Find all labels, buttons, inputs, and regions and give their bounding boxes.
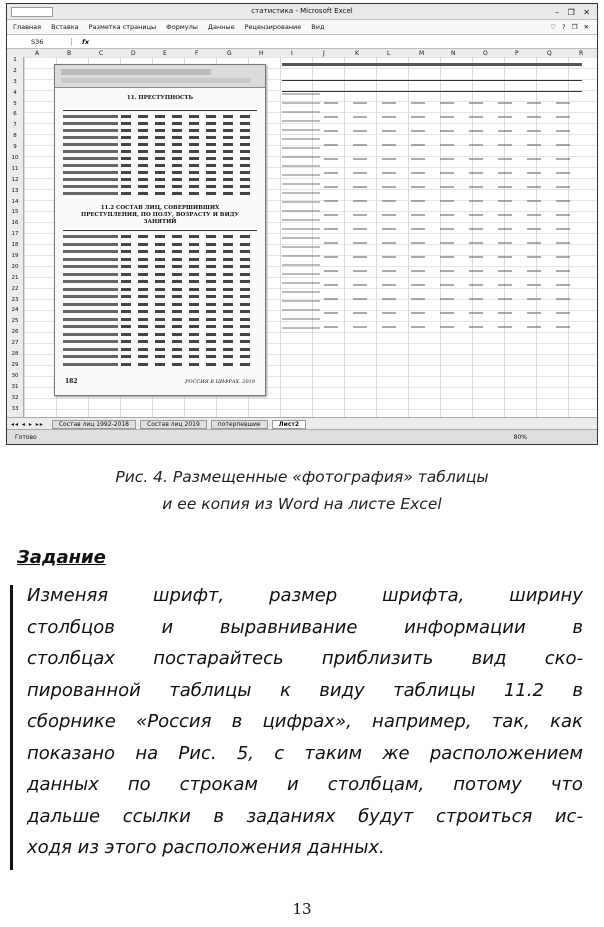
name-box[interactable]: S36 (7, 38, 72, 46)
column-header[interactable]: I (291, 50, 293, 57)
photo-row-label (63, 235, 118, 238)
zoom-level[interactable]: 80% (513, 433, 527, 441)
photo-row-label (63, 250, 118, 253)
column-header[interactable]: R (579, 50, 584, 57)
photo-row-label (63, 310, 118, 313)
fx-icon[interactable]: fx (82, 37, 90, 46)
window-titlebar (7, 4, 597, 20)
photo-row-values (121, 115, 257, 118)
row-header[interactable]: 26 (11, 329, 19, 336)
column-header[interactable]: Q (547, 50, 552, 57)
row-header[interactable]: 25 (11, 318, 19, 325)
figure-caption-line-2: и ее копия из Word на листе Excel (162, 495, 442, 513)
photo-row-values (121, 185, 257, 188)
photo-row-label (63, 171, 118, 174)
photo-row-values (121, 157, 257, 160)
column-header[interactable]: N (451, 50, 456, 57)
window-title: статистика - Microsoft Excel (251, 7, 353, 15)
row-header[interactable]: 18 (11, 242, 19, 249)
photo-row-label (63, 273, 118, 276)
column-header[interactable]: C (99, 50, 104, 57)
photo-row-label (63, 150, 118, 153)
formula-bar (7, 35, 597, 49)
task-text-line: данных по строкам и столбцам, потому что (27, 774, 583, 795)
ribbon-tab[interactable]: Формулы (166, 23, 198, 31)
photo-row-label (63, 157, 118, 160)
photo-row-label (63, 303, 118, 306)
task-text-line: сборнике «Россия в цифрах», например, так, как (27, 711, 583, 732)
photo-row-values (121, 136, 257, 139)
photo-row-label (63, 355, 118, 358)
column-header[interactable]: G (227, 50, 232, 57)
row-header[interactable]: 30 (11, 372, 19, 379)
column-header[interactable]: O (483, 50, 488, 57)
photo-row-label (63, 192, 118, 195)
row-header[interactable]: 15 (11, 209, 19, 216)
row-header[interactable]: 31 (11, 383, 19, 390)
photo-row-label (63, 325, 118, 328)
task-text-line: столбцах постарайтесь приблизить вид ско- (27, 648, 583, 669)
photo-row-values (121, 280, 257, 283)
photo-row-label (63, 258, 118, 261)
row-header[interactable]: 28 (11, 351, 19, 358)
task-text-line: ходя из этого расположения данных. (27, 837, 385, 858)
photo-row-values (121, 150, 257, 153)
photo-row-values (121, 325, 257, 328)
photo-rule (63, 230, 257, 231)
photo-row-values (121, 288, 257, 291)
ribbon-tab[interactable]: Рецензирование (244, 23, 302, 31)
photo-footer: РОССИЯ В ЦИФРАХ. 2019 (185, 379, 255, 385)
photo-row-values (121, 164, 257, 167)
photo-row-values (121, 265, 257, 268)
column-header[interactable]: B (67, 50, 72, 57)
row-headers (7, 57, 24, 417)
task-text-line: пированной таблицы к виду таблицы 11.2 в (27, 679, 583, 701)
column-header[interactable]: F (195, 50, 199, 57)
pasted-table-photo[interactable] (54, 64, 266, 396)
photo-row-label (63, 122, 118, 125)
column-header[interactable]: P (515, 50, 519, 57)
column-header[interactable]: H (259, 50, 264, 57)
sheet-tab[interactable]: Состав лиц 2019 (140, 420, 207, 429)
column-header[interactable]: M (419, 50, 425, 57)
ribbon-tab[interactable]: Данные (207, 23, 235, 31)
help-icon[interactable]: ♡ ? ❐ ✕ (550, 23, 591, 31)
row-header[interactable]: 13 (11, 187, 19, 194)
photo-row-values (121, 363, 257, 366)
photo-row-values (121, 303, 257, 306)
column-header[interactable]: L (387, 50, 391, 57)
photo-row-label (63, 288, 118, 291)
photo-row-values (121, 243, 257, 246)
row-header[interactable]: 12 (11, 176, 19, 183)
ribbon-tab[interactable]: Разметка страницы (88, 23, 157, 31)
copied-table-title (282, 63, 582, 66)
photo-row-label (63, 280, 118, 283)
sheet-tab[interactable]: Состав лиц 1992-2018 (52, 420, 136, 429)
task-text-line: дальше ссылки в заданиях будут строиться ис- (27, 805, 583, 827)
photo-tab-strip (61, 69, 211, 75)
photo-row-values (121, 129, 257, 132)
photo-row-label (63, 333, 118, 336)
photo-row-values (121, 355, 257, 358)
photo-row-label (63, 136, 118, 139)
copied-table-values (324, 93, 582, 333)
photo-row-values (121, 178, 257, 181)
copied-word-table[interactable] (282, 63, 582, 333)
photo-row-values (121, 235, 257, 238)
photo-row-values (121, 273, 257, 276)
ribbon-tabs (7, 20, 597, 35)
photo-row-label (63, 363, 118, 366)
row-header[interactable]: 6 (13, 111, 17, 118)
row-header[interactable]: 23 (11, 296, 19, 303)
row-header[interactable]: 17 (11, 231, 19, 238)
photo-row-label (63, 143, 118, 146)
ribbon-tab[interactable]: Главная (13, 23, 42, 31)
status-ready: Готово (15, 433, 37, 441)
photo-row-values (121, 192, 257, 195)
photo-row-label (63, 340, 118, 343)
row-header[interactable]: 7 (13, 122, 17, 129)
photo-row-values (121, 318, 257, 321)
row-header[interactable]: 10 (11, 155, 19, 162)
photo-row-label (63, 318, 118, 321)
photo-row-values (121, 122, 257, 125)
row-header[interactable]: 20 (11, 263, 19, 270)
figure-caption-line-1: Рис. 4. Размещенные «фотография» таблицы (115, 468, 489, 486)
photo-row-values (121, 310, 257, 313)
column-header[interactable]: E (163, 50, 167, 57)
row-header[interactable]: 4 (13, 89, 17, 96)
status-bar (7, 429, 597, 444)
row-header[interactable]: 9 (13, 144, 17, 151)
row-header[interactable]: 14 (11, 198, 19, 205)
row-header[interactable]: 11 (11, 165, 19, 172)
photo-row-label (63, 164, 118, 167)
row-header[interactable]: 21 (11, 274, 19, 281)
ribbon-tab[interactable]: Вставка (51, 23, 79, 31)
copied-table-header (282, 80, 582, 92)
photo-row-label (63, 129, 118, 132)
photo-row-values (121, 295, 257, 298)
photo-row-values (121, 340, 257, 343)
ribbon-tab[interactable]: Вид (311, 23, 325, 31)
photo-row-label (63, 178, 118, 181)
photo-table-title: 11.2 СОСТАВ ЛИЦ, СОВЕРШИВШИХ ПРЕСТУПЛЕНИЯ, ПО ПОЛУ, ВОЗРАСТУ И ВИДУ ЗАНЯТИЙ (81, 205, 239, 225)
worksheet-grid[interactable] (24, 57, 597, 417)
row-header[interactable]: 27 (11, 340, 19, 347)
row-header[interactable]: 5 (13, 100, 17, 107)
photo-row-label (63, 243, 118, 246)
row-header[interactable]: 32 (11, 394, 19, 401)
photo-section-title: 11. ПРЕСТУПНОСТЬ (126, 95, 194, 101)
task-heading: Задание (17, 547, 106, 568)
task-text-block (10, 585, 587, 870)
task-text-line: Изменяя шрифт, размер шрифта, ширину (27, 585, 583, 606)
photo-row-values (121, 348, 257, 351)
row-header[interactable]: 3 (13, 78, 17, 85)
row-header[interactable]: 33 (11, 405, 19, 412)
sheet-tab[interactable]: потерпевшие (211, 420, 268, 429)
row-header[interactable]: 24 (11, 307, 19, 314)
photo-row-values (121, 258, 257, 261)
photo-row-label (63, 115, 118, 118)
column-header[interactable]: D (131, 50, 136, 57)
page-number: 13 (292, 900, 312, 918)
photo-row-label (63, 185, 118, 188)
photo-row-label (63, 295, 118, 298)
row-header[interactable]: 1 (13, 57, 17, 63)
photo-address-bar (61, 78, 251, 83)
sheet-tab-active[interactable]: Лист2 (272, 420, 306, 429)
column-header[interactable]: J (323, 50, 325, 57)
row-header[interactable]: 8 (13, 133, 17, 140)
row-header[interactable]: 2 (13, 67, 17, 74)
copied-table-row-labels (282, 93, 320, 333)
row-header[interactable]: 16 (11, 220, 19, 227)
photo-row-values (121, 143, 257, 146)
photo-page-number: 182 (65, 378, 78, 385)
window-controls[interactable]: – ❐ ✕ (555, 8, 593, 17)
column-header[interactable]: A (35, 50, 40, 57)
sheet-nav-arrows[interactable]: ◂◂ ◂ ▸ ▸▸ (11, 420, 44, 428)
photo-row-values (121, 250, 257, 253)
task-text-line: показано на Рис. 5, с таким же расположением (27, 742, 583, 764)
excel-screenshot-figure (6, 3, 598, 445)
row-header[interactable]: 29 (11, 361, 19, 368)
photo-rule (63, 110, 257, 111)
photo-row-label (63, 265, 118, 268)
task-text-line: столбцов и выравнивание информации в (27, 616, 583, 638)
row-header[interactable]: 19 (11, 253, 19, 260)
column-header[interactable]: K (355, 50, 359, 57)
row-header[interactable]: 22 (11, 285, 19, 292)
photo-row-values (121, 333, 257, 336)
photo-row-label (63, 348, 118, 351)
photo-row-values (121, 171, 257, 174)
